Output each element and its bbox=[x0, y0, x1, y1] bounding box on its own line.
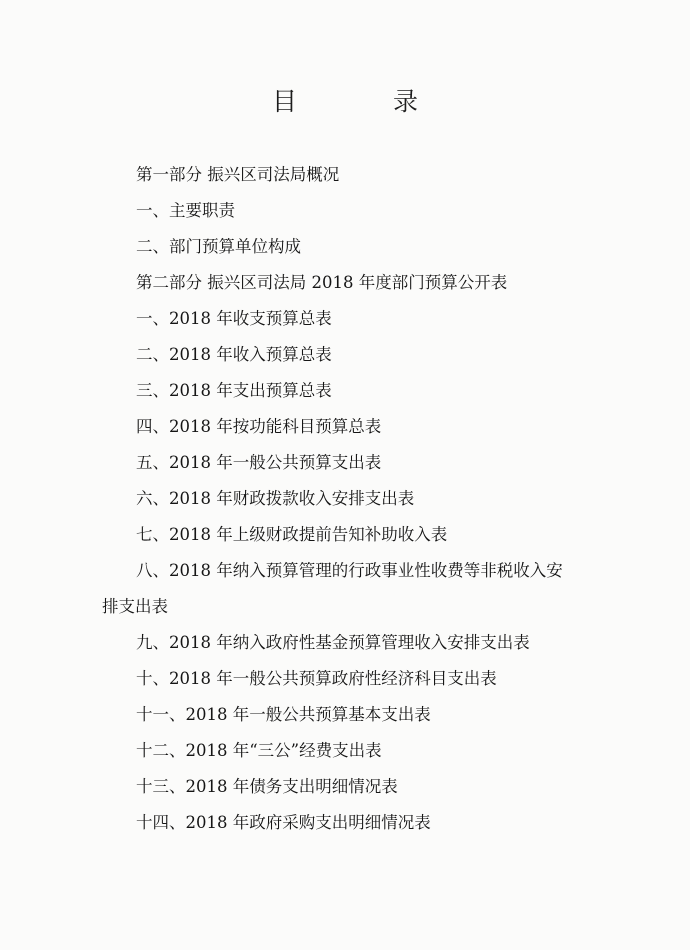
toc-entry: 十二、2018 年“三公”经费支出表 bbox=[136, 741, 382, 760]
toc-entry: 二、部门预算单位构成 bbox=[136, 237, 301, 256]
toc-entry: 六、2018 年财政拨款收入安排支出表 bbox=[136, 489, 415, 508]
toc-entry: 十四、2018 年政府采购支出明细情况表 bbox=[136, 813, 431, 832]
table-of-contents bbox=[102, 157, 572, 841]
toc-entry: 十、2018 年一般公共预算政府性经济科目支出表 bbox=[136, 669, 497, 688]
toc-entry: 三、2018 年支出预算总表 bbox=[136, 381, 332, 400]
toc-entry: 五、2018 年一般公共预算支出表 bbox=[136, 453, 382, 472]
page-title: 目 录 bbox=[272, 87, 462, 116]
toc-entry: 一、主要职责 bbox=[136, 201, 235, 220]
toc-entry: 四、2018 年按功能科目预算总表 bbox=[136, 417, 382, 436]
toc-entry: 七、2018 年上级财政提前告知补助收入表 bbox=[136, 525, 448, 544]
toc-entry: 一、2018 年收支预算总表 bbox=[136, 309, 332, 328]
toc-entry: 十三、2018 年债务支出明细情况表 bbox=[136, 777, 398, 796]
toc-entry: 十一、2018 年一般公共预算基本支出表 bbox=[136, 705, 431, 724]
toc-entry: 八、2018 年纳入预算管理的行政事业性收费等非税收入安排支出表 bbox=[102, 561, 563, 616]
toc-entry: 二、2018 年收入预算总表 bbox=[136, 345, 332, 364]
toc-entry: 九、2018 年纳入政府性基金预算管理收入安排支出表 bbox=[136, 633, 530, 652]
toc-entry: 第一部分 振兴区司法局概况 bbox=[136, 165, 340, 184]
toc-entry: 第二部分 振兴区司法局 2018 年度部门预算公开表 bbox=[136, 273, 508, 292]
